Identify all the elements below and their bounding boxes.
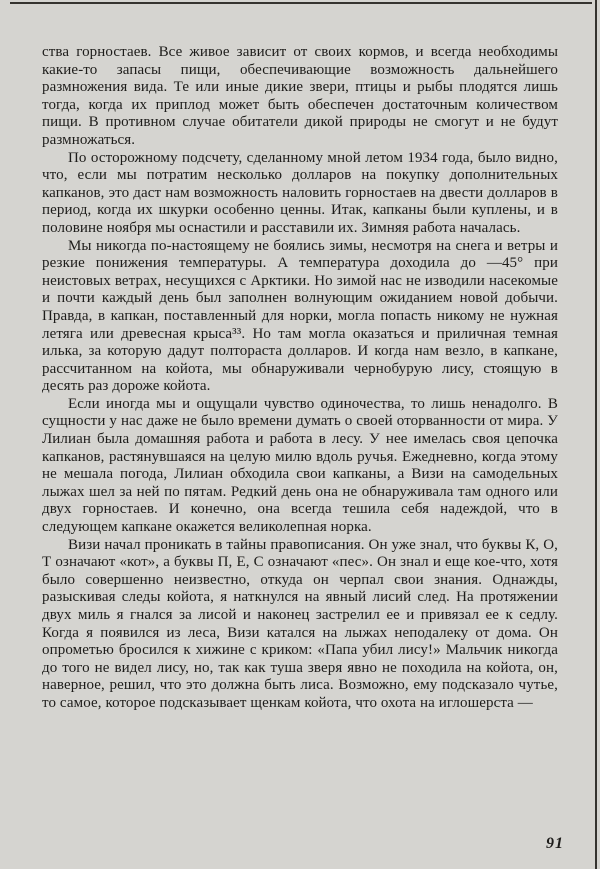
- paragraph: Мы никогда по-настоящему не боялись зимы, несмотря на снега и ветры и резкие понижения температуры. А температура доходила до —45° при неистовых ветрах, несущихся с Арктики. Но зимой нас не изводили насекомые и почти каждый день был заполнен волнующим ожиданием новой добычи. Правда, в капкан, поставленный для норки, могла попасть никому не нужная летяга или древесная крыса³³. Но там могла оказаться и приличная темная илька, за которую дадут полтораста долларов. И когда нам везло, в капкане, рассчитанном на койота, мы обнаруживали чернобурую лису, стоящую в десять раз дороже койота.: [42, 237, 558, 395]
- page-number: 91: [546, 835, 564, 852]
- text-block: [42, 44, 558, 713]
- paragraph: ства горностаев. Все живое зависит от своих кормов, и всегда необходимы какие-то запасы пищи, обеспечивающие возможность дальнейшего размножения вида. Те или иные дикие звери, птицы и рыбы плодятся лишь тогда, когда их приплод может быть обеспечен достаточным количеством пищи. В противном случае обитатели дикой природы не смогут и не будут размножаться.: [42, 44, 558, 148]
- paragraph: Визи начал проникать в тайны правописания. Он уже знал, что буквы К, О, Т означают «кот», а буквы П, Е, С означают «пес». Он знал и еще кое-что, хотя было совершенно неизвестно, откуда он черпал свои знания. Однажды, разыскивая следы койота, я наткнулся на явный лисий след. На протяжении двух миль я гнался за лисой и наконец застрелил ее и привязал ее к седлу. Когда я появился из леса, Визи катался на лыжах неподалеку от дома. Он опрометью бросился к хижине с криком: «Папа убил лису!» Мальчик никогда до того не видел лису, но, так как туша зверя явно не походила на койота, он, наверное, решил, что это должна быть лиса. Возможно, ему подсказало чутье, то самое, которое подсказывает щенкам койота, что охота на иглошерста —: [42, 536, 558, 711]
- paragraph: Если иногда мы и ощущали чувство одиночества, то лишь ненадолго. В сущности у нас даже не было времени думать о своей оторванности от мира. У Лилиан была домашняя работа и работа в лесу. У нее имелась своя цепочка капканов, растянувшаяся на целую милю вдоль ручья. Ежедневно, когда этому не мешала погода, Лилиан обходила свои капканы, а Визи на самодельных лыжах шел за ней по пятам. Редкий день она не обнаруживала там одного или двух горностаев. И конечно, она всегда тешила себя надеждой, что в следующем капкане окажется великолепная норка.: [42, 395, 558, 536]
- page-border-top: [10, 2, 592, 4]
- paragraph: По осторожному подсчету, сделанному мной летом 1934 года, было видно, что, если мы потратим несколько долларов на покупку дополнительных капканов, это даст нам возможность наловить горностаев на двести долларов в период, когда их шкурки особенно ценны. Итак, капканы были куплены, и в половине ноября мы оснастили и расставили их. Зимняя работа началась.: [42, 149, 558, 236]
- page-border-right: [595, 0, 597, 869]
